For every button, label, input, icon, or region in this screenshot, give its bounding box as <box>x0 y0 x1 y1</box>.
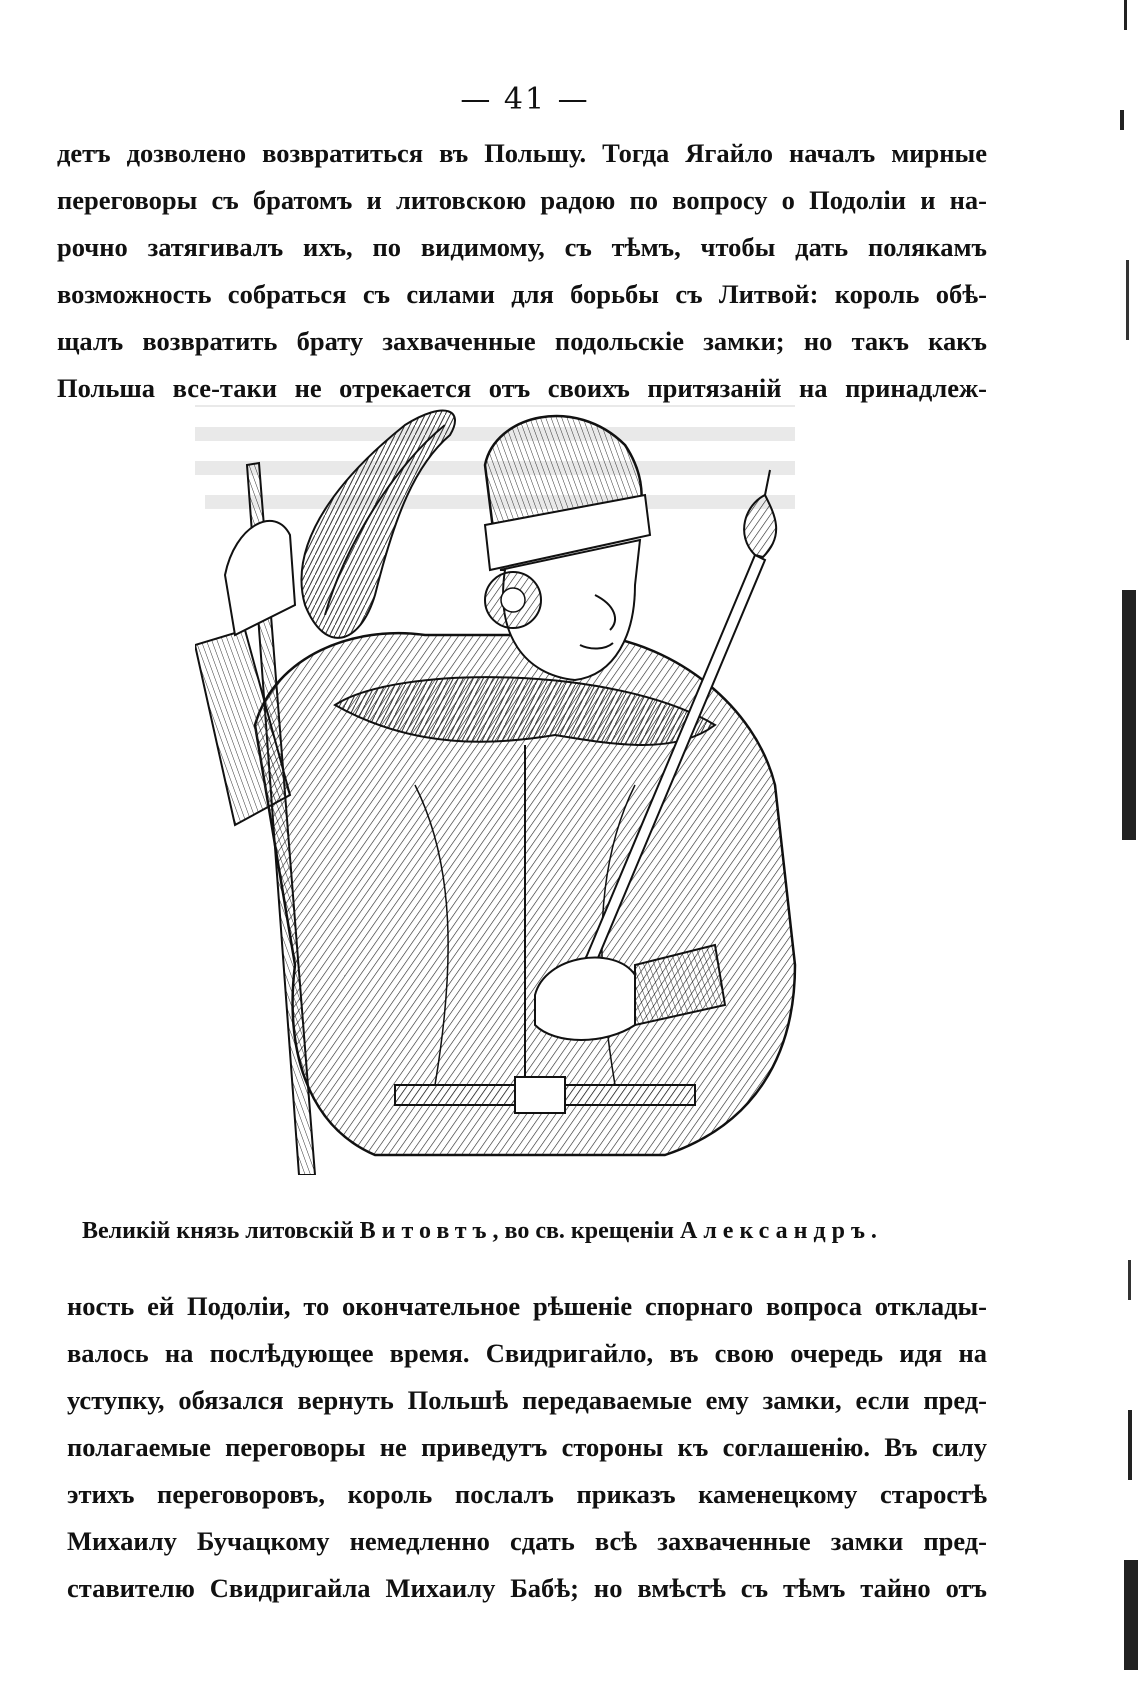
scan-edge-artifacts <box>1110 0 1140 1685</box>
caption-name-vitovt: Витовтъ <box>359 1218 493 1244</box>
text-line: детъ дозволено возвратиться въ Польшу. Тогда Ягайло началъ мирные <box>57 138 987 168</box>
top-paragraph <box>57 130 987 412</box>
bottom-paragraph <box>67 1283 987 1612</box>
text-line: валось на послѣдующее время. Свидригайло, въ свою очередь идя на <box>67 1338 987 1368</box>
feather-plume <box>301 411 454 638</box>
text-line: щалъ возвратить брату захваченные подольскіе замки; но такъ какъ <box>57 326 987 356</box>
page-number: — 41 — <box>460 82 590 117</box>
text-line: рочно затягивалъ ихъ, по видимому, съ тѣмъ, чтобы дать полякамъ <box>57 232 987 262</box>
text-line: возможность собраться съ силами для борьбы съ Литвой: король обѣ- <box>57 279 987 309</box>
text-line: Михаилу Бучацкому немедленно сдать всѣ захваченные замки пред- <box>67 1526 987 1556</box>
text-line: ставителю Свидригайла Михаилу Бабѣ; но вмѣстѣ съ тѣмъ тайно отъ <box>67 1573 987 1603</box>
caption-middle: , во св. крещеніи <box>492 1218 674 1244</box>
text-line: переговоры съ братомъ и литовскою радою по вопросу о Подоліи и на- <box>57 185 987 215</box>
text-line: полагаемые переговоры не приведутъ стороны къ соглашенію. Въ силу <box>67 1432 987 1462</box>
caption-prefix: Великій князь литовскій <box>82 1218 354 1244</box>
portrait-engraving <box>195 405 855 1175</box>
text-line: ность ей Подоліи, то окончательное рѣшеніе спорнаго вопроса отклады- <box>67 1291 987 1321</box>
text-line: уступку, обязался вернуть Польшѣ передаваемые ему замки, если пред- <box>67 1385 987 1415</box>
illustration-caption <box>82 1218 962 1245</box>
text-line: Польша все-таки не отрекается отъ своихъ притязаній на принадлеж- <box>57 373 987 403</box>
caption-name-alexander: Александръ. <box>680 1218 883 1244</box>
left-arm <box>195 521 295 825</box>
text-line: этихъ переговоровъ, король послалъ приказъ каменецкому старостѣ <box>67 1479 987 1509</box>
